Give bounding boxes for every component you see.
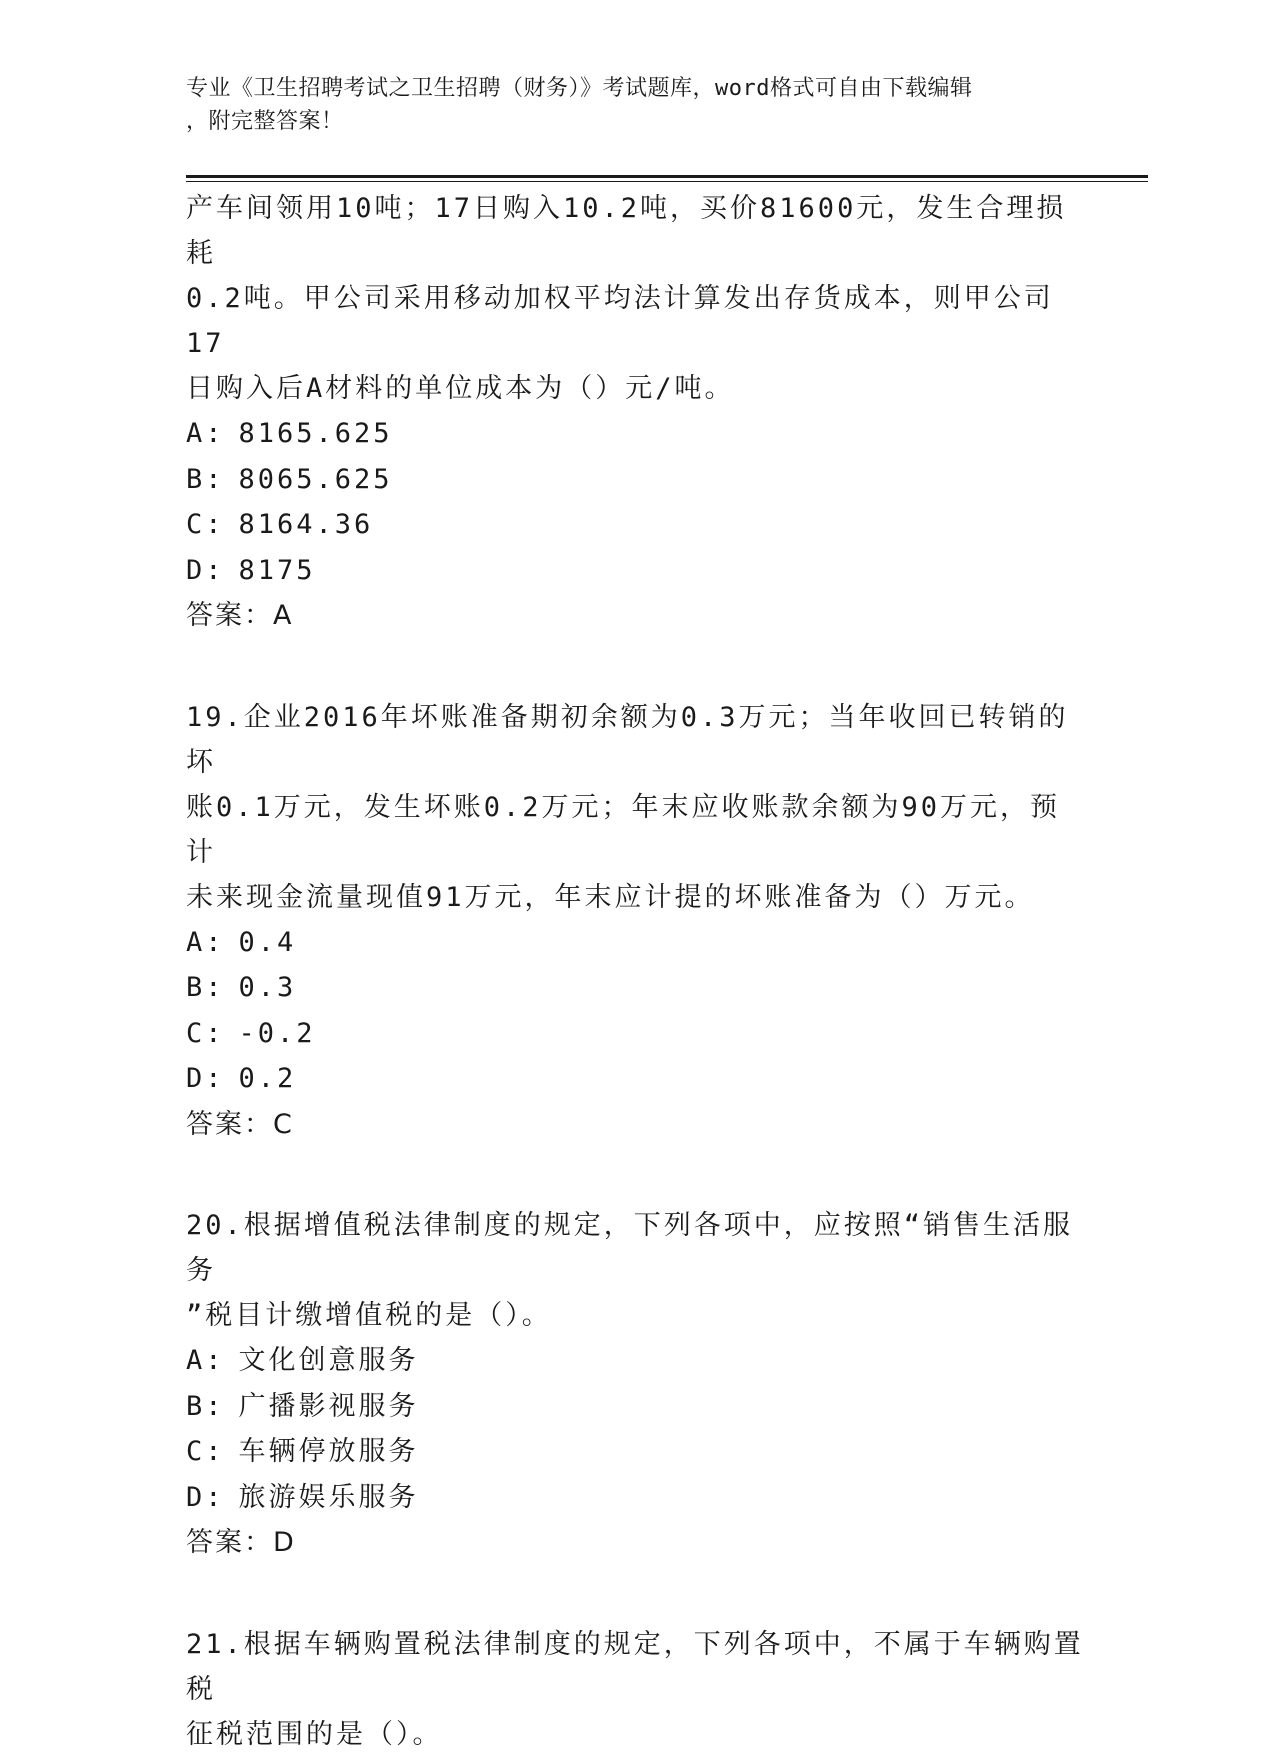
option-b: B: 0.3 bbox=[186, 972, 297, 1003]
question-text-line: 未来现金流量现值91万元，年末应计提的坏账准备为（）万元。 bbox=[186, 881, 1035, 913]
question-21 bbox=[186, 1622, 1086, 1757]
option-c: C: 车辆停放服务 bbox=[186, 1436, 419, 1467]
question-19 bbox=[186, 695, 1086, 1148]
option-d: D: 0.2 bbox=[186, 1063, 297, 1094]
option-b: B: 广播影视服务 bbox=[186, 1390, 419, 1422]
header-line-2: ，附完整答案！ bbox=[186, 109, 344, 134]
question-20 bbox=[186, 1203, 1086, 1566]
question-list bbox=[186, 186, 1086, 1757]
question-text-line: 日购入后A材料的单位成本为（）元/吨。 bbox=[186, 373, 735, 404]
header-divider-thick bbox=[186, 175, 1148, 178]
option-a: A: 8165.625 bbox=[186, 418, 393, 449]
option-d: D: 8175 bbox=[186, 554, 316, 586]
answer-text: 答案：D bbox=[186, 1527, 296, 1558]
option-a: A: 0.4 bbox=[186, 926, 297, 958]
question-18 bbox=[186, 186, 1086, 639]
option-b: B: 8065.625 bbox=[186, 463, 393, 495]
option-c: C: 8164.36 bbox=[186, 509, 374, 540]
document-header bbox=[186, 72, 1066, 138]
question-text-line: 账0.1万元，发生坏账0.2万元；年末应收账款余额为90万元，预计 bbox=[186, 791, 1061, 868]
question-text-line: 21.根据车辆购置税法律制度的规定，下列各项中，不属于车辆购置税 bbox=[186, 1628, 1084, 1705]
option-c: C: -0.2 bbox=[186, 1017, 316, 1049]
question-text-line: 征税范围的是（）。 bbox=[186, 1718, 443, 1750]
question-text-line: 产车间领用10吨；17日购入10.2吨，买价81600元，发生合理损耗 bbox=[186, 193, 1067, 269]
answer-text: 答案：A bbox=[186, 600, 294, 631]
option-d: D: 旅游娱乐服务 bbox=[186, 1481, 419, 1513]
question-text-line: 0.2吨。甲公司采用移动加权平均法计算发出存货成本，则甲公司17 bbox=[186, 283, 1054, 359]
option-a: A: 文化创意服务 bbox=[186, 1345, 419, 1376]
question-text-line: 19.企业2016年坏账准备期初余额为0.3万元；当年收回已转销的坏 bbox=[186, 701, 1069, 778]
header-line-1: 专业《卫生招聘考试之卫生招聘（财务）》考试题库，word格式可自由下载编辑 bbox=[186, 76, 973, 101]
header-divider-thin bbox=[186, 181, 1148, 182]
question-text-line: ”税目计缴增值税的是（）。 bbox=[186, 1300, 552, 1331]
answer-text: 答案：C bbox=[186, 1108, 294, 1140]
question-text-line: 20.根据增值税法律制度的规定，下列各项中，应按照“销售生活服务 bbox=[186, 1210, 1074, 1286]
